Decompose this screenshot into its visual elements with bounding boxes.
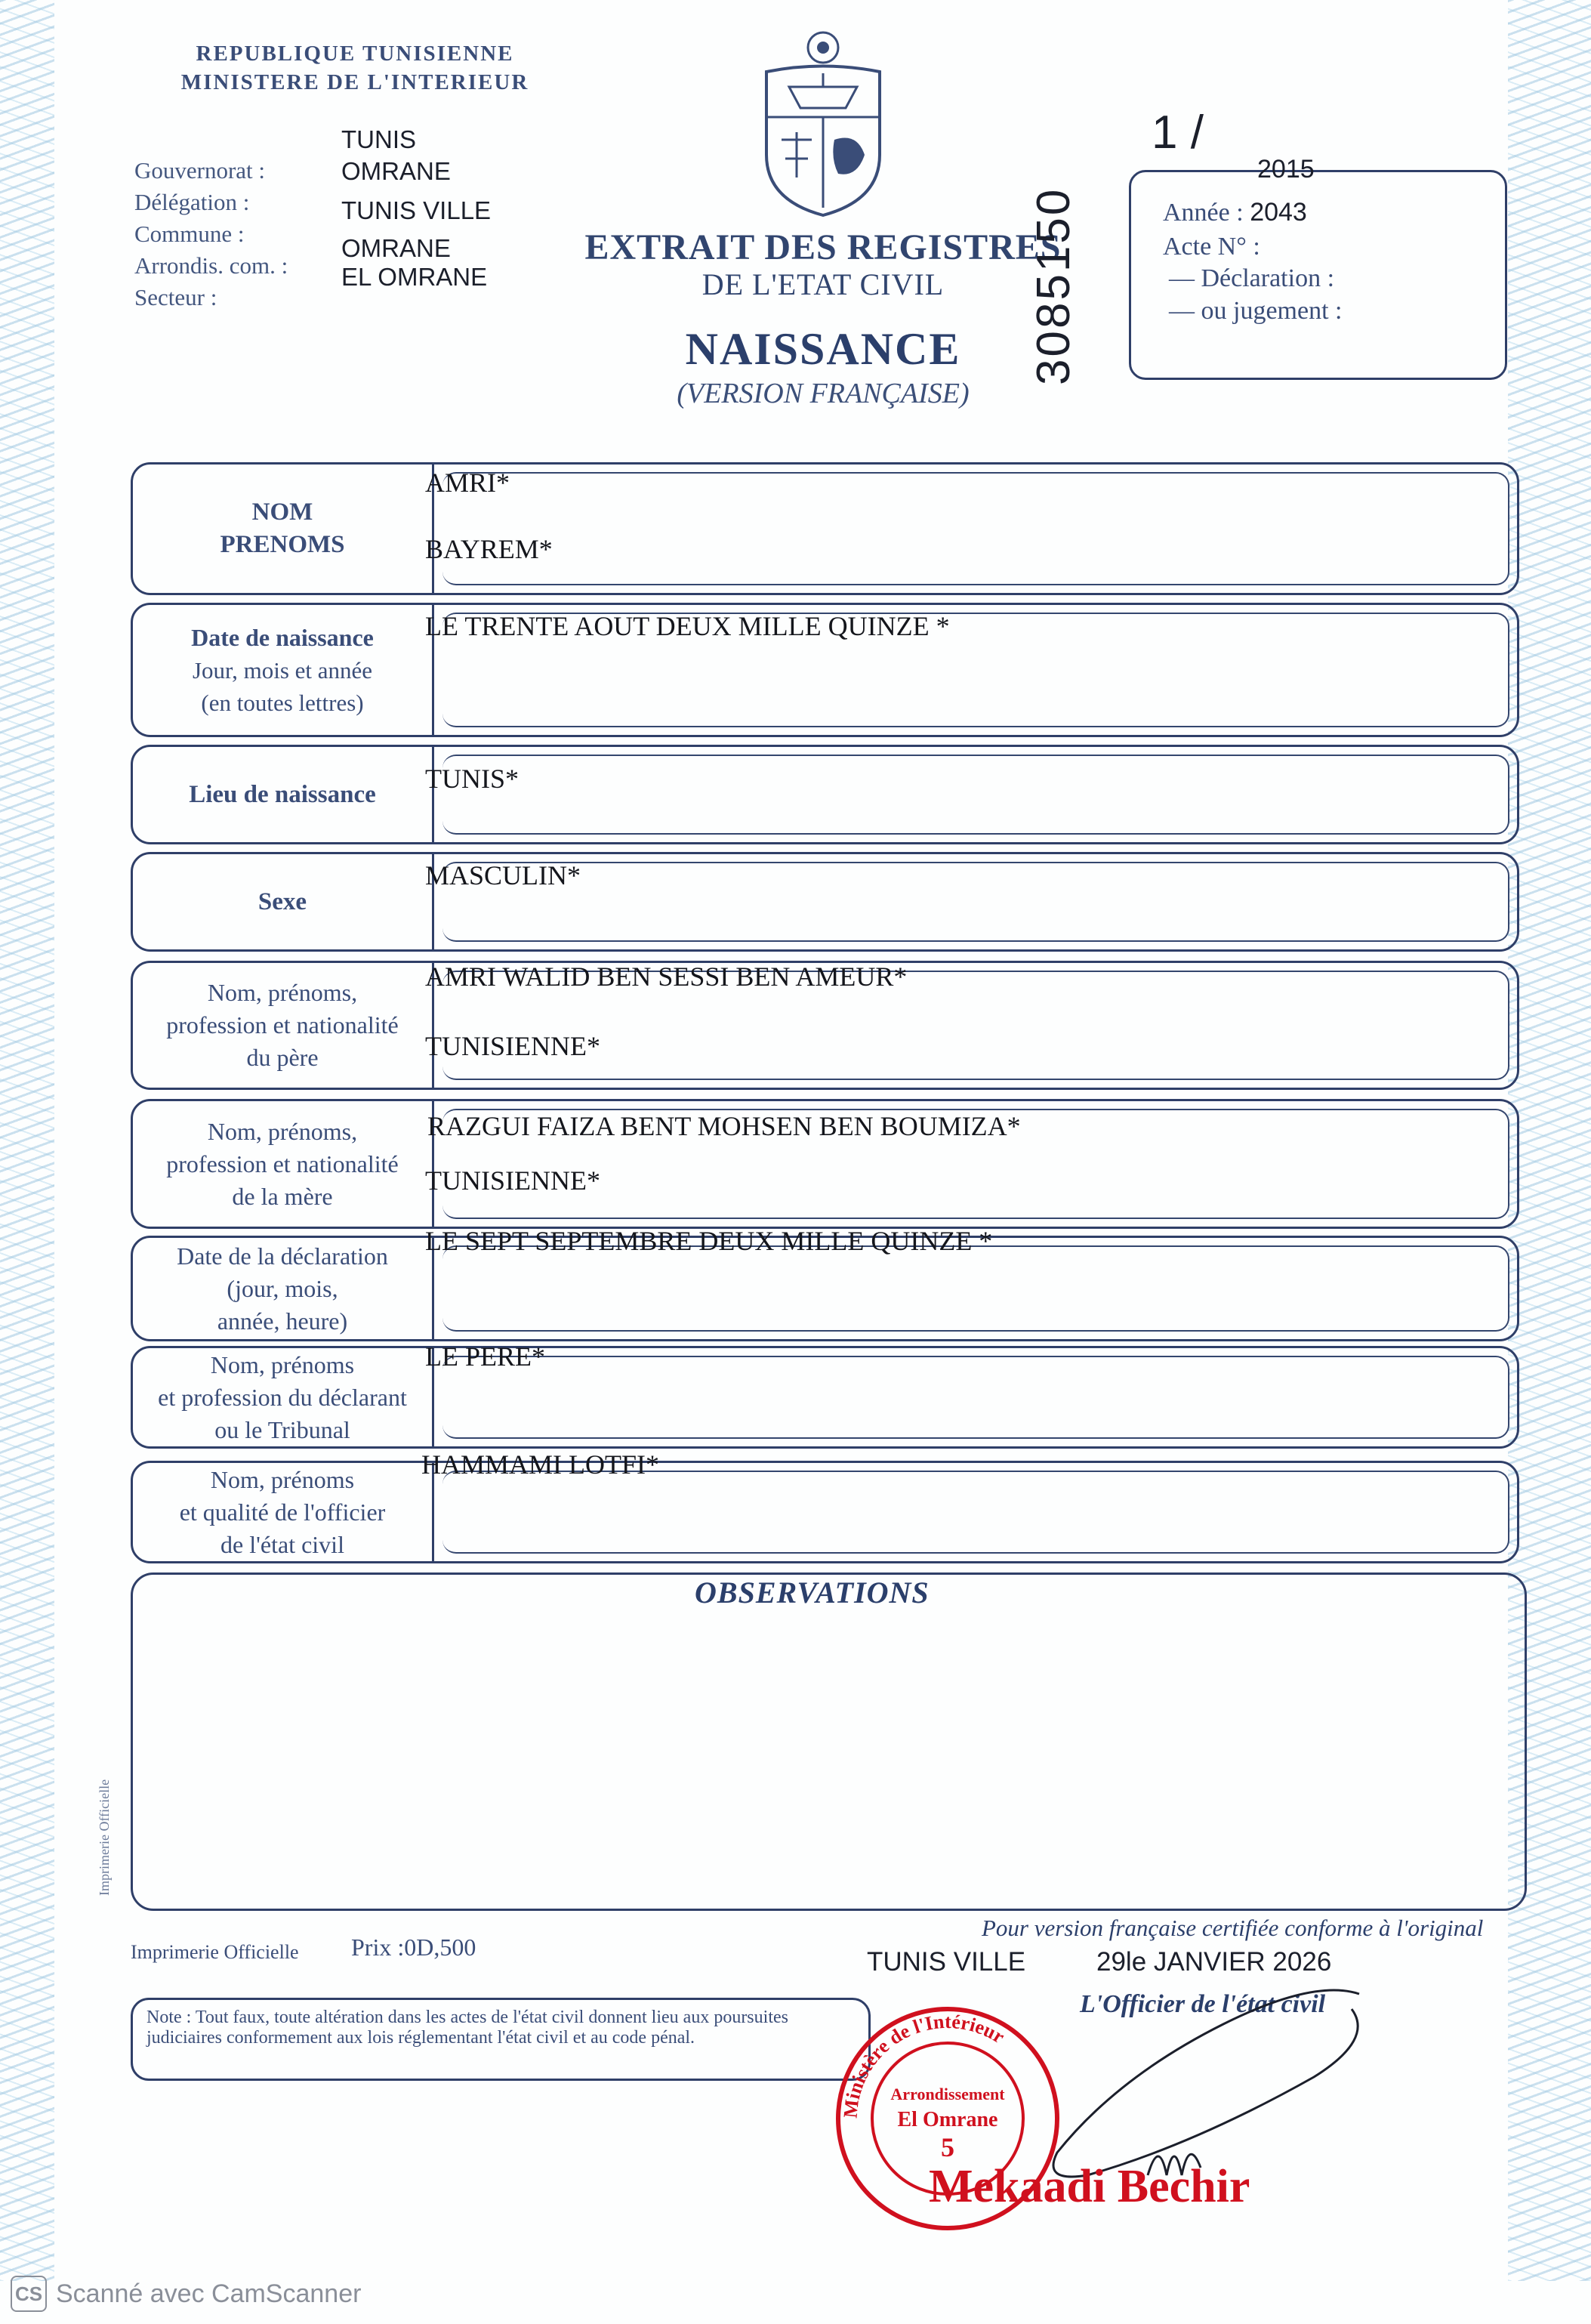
title-line-1: EXTRAIT DES REGISTRES (584, 227, 1062, 267)
value-mere-nationalite: TUNISIENNE* (425, 1165, 600, 1196)
label-declarant-2: et profession du déclarant (158, 1383, 407, 1411)
label-declarant-3: ou le Tribunal (214, 1415, 350, 1443)
label-date-naissance-sub2: (en toutes lettres) (201, 689, 364, 716)
admin-value-commune: OMRANE (341, 234, 451, 262)
stamp-center-1: Arrondissement (890, 2085, 1005, 2103)
annee-line (1163, 198, 1307, 227)
label-mere (133, 1101, 434, 1227)
issue-place: TUNIS VILLE (867, 1947, 1026, 1977)
title-naissance: NAISSANCE (685, 324, 961, 374)
officer-title: L'Officier de l'état civil (1080, 1990, 1326, 2018)
label-lieu-naissance: Lieu de naissance (133, 747, 434, 842)
serial-number: 3085150 (1028, 187, 1080, 385)
field-frame (442, 755, 1509, 835)
label-officier-2: et qualité de l'officier (179, 1498, 386, 1526)
ministry-name: MINISTERE DE L'INTERIEUR (180, 70, 529, 94)
camscanner-watermark (11, 2276, 361, 2312)
annee-label: Année : (1163, 199, 1244, 227)
admin-label-secteur: Secteur : (134, 284, 217, 310)
value-sexe: MASCULIN* (425, 860, 581, 890)
acte-label: Acte N° : (1163, 233, 1260, 261)
stamp-ring-text: Ministère de l'Intérieur (839, 2010, 1009, 2119)
stamp-number: 5 (941, 2132, 954, 2162)
certification-text: Pour version française certifiée conforme à l'original (982, 1915, 1484, 1941)
label-prenoms: PRENOMS (220, 531, 345, 558)
camscanner-logo: CS (11, 2276, 47, 2312)
field-frame (442, 1356, 1509, 1439)
value-mere-nom: RAZGUI FAIZA BENT MOHSEN BEN BOUMIZA* (427, 1111, 1021, 1141)
row-declarant (131, 1346, 1519, 1449)
officer-name-stamp: Mekaadi Bechir (929, 2161, 1250, 2212)
value-prenoms: BAYREM* (425, 534, 553, 564)
jugement-label: — ou jugement : (1169, 297, 1343, 325)
admin-label-commune: Commune : (134, 221, 245, 247)
row-officier (131, 1461, 1519, 1563)
label-pere-1: Nom, prénoms, (207, 979, 358, 1006)
row-sexe (131, 852, 1519, 952)
field-frame (442, 472, 1509, 585)
admin-value-gouvernorat: TUNIS (341, 125, 416, 153)
label-declarant-1: Nom, prénoms (210, 1350, 355, 1378)
field-frame (442, 1471, 1509, 1554)
field-frame (442, 1245, 1509, 1332)
issue-date: 29le JANVIER 2026 (1096, 1947, 1332, 1977)
admin-value-arrondissement: EL OMRANE (341, 263, 488, 291)
price-label: Prix :0D,500 (351, 1934, 476, 1961)
camscanner-label: Scanné avec CamScanner (56, 2279, 362, 2308)
value-pere-nom: AMRI WALID BEN SESSI BEN AMEUR* (425, 961, 908, 992)
label-decl-3: année, heure) (217, 1307, 348, 1335)
value-officier: HAMMAMI LOTFI* (421, 1449, 659, 1480)
handwritten-year: 2015 (1257, 155, 1315, 184)
label-date-naissance-sub1: Jour, mois et année (192, 656, 373, 684)
label-mere-1: Nom, prénoms, (207, 1117, 358, 1145)
country-name: REPUBLIQUE TUNISIENNE (196, 42, 514, 66)
label-declarant (133, 1348, 434, 1446)
label-nom-prenoms (133, 464, 434, 593)
admin-value-delegation: TUNIS VILLE (341, 196, 492, 224)
label-decl-2: (jour, mois, (227, 1274, 338, 1302)
label-nom: NOM (251, 498, 313, 526)
admin-label-gouvernorat: Gouvernorat : (134, 157, 266, 184)
label-date-naissance-title: Date de naissance (191, 623, 374, 651)
value-date-declaration: LE SEPT SEPTEMBRE DEUX MILLE QUINZE * (425, 1226, 993, 1256)
label-mere-2: profession et nationalité (166, 1150, 399, 1177)
label-date-declaration (133, 1238, 434, 1339)
field-frame (442, 862, 1509, 942)
issuer-header (159, 39, 551, 97)
value-declarant: LE PERE* (425, 1341, 545, 1372)
row-lieu-naissance (131, 745, 1519, 844)
document-title (559, 227, 1087, 410)
tunisia-coat-of-arms-icon (759, 26, 887, 219)
imprimerie-label: Imprimerie Officielle (131, 1941, 299, 1963)
label-sexe: Sexe (133, 854, 434, 949)
annee-value: 2043 (1250, 198, 1307, 227)
label-mere-3: de la mère (232, 1182, 333, 1210)
value-lieu-naissance: TUNIS* (425, 764, 519, 794)
value-nom: AMRI* (425, 468, 510, 498)
admin-label-arrondissement: Arrondis. com. : (134, 252, 288, 279)
declaration-label: — Déclaration : (1169, 264, 1335, 292)
side-print-mark: Imprimerie Officielle (97, 1779, 112, 1896)
title-version: (VERSION FRANÇAISE) (677, 378, 970, 409)
label-pere (133, 963, 434, 1088)
admin-value-omrane: OMRANE (341, 157, 451, 185)
label-pere-2: profession et nationalité (166, 1011, 399, 1039)
stamp-center-2: El Omrane (897, 2108, 998, 2131)
security-border-right (1508, 0, 1591, 2281)
value-date-naissance: LE TRENTE AOUT DEUX MILLE QUINZE * (425, 611, 950, 641)
legal-note: Note : Tout faux, toute altération dans les actes de l'état civil donnent lieu aux poursuites judiciaires conformement aux lois réglementant l'état civil et au code pénal. (131, 1998, 871, 2081)
label-decl-1: Date de la déclaration (177, 1242, 388, 1270)
observations-box (131, 1572, 1527, 1911)
security-border-left (0, 0, 54, 2281)
slash-mark: 1 / (1152, 106, 1204, 159)
label-officier (133, 1463, 434, 1561)
label-date-naissance (133, 605, 434, 735)
label-officier-3: de l'état civil (220, 1530, 344, 1558)
admin-label-delegation: Délégation : (134, 189, 250, 215)
row-nom-prenoms (131, 462, 1519, 595)
label-pere-3: du père (246, 1044, 319, 1071)
label-officier-1: Nom, prénoms (210, 1465, 355, 1493)
value-pere-nationalite: TUNISIENNE* (425, 1031, 600, 1061)
observations-title: OBSERVATIONS (695, 1576, 930, 1610)
title-line-2: DE L'ETAT CIVIL (701, 267, 945, 301)
